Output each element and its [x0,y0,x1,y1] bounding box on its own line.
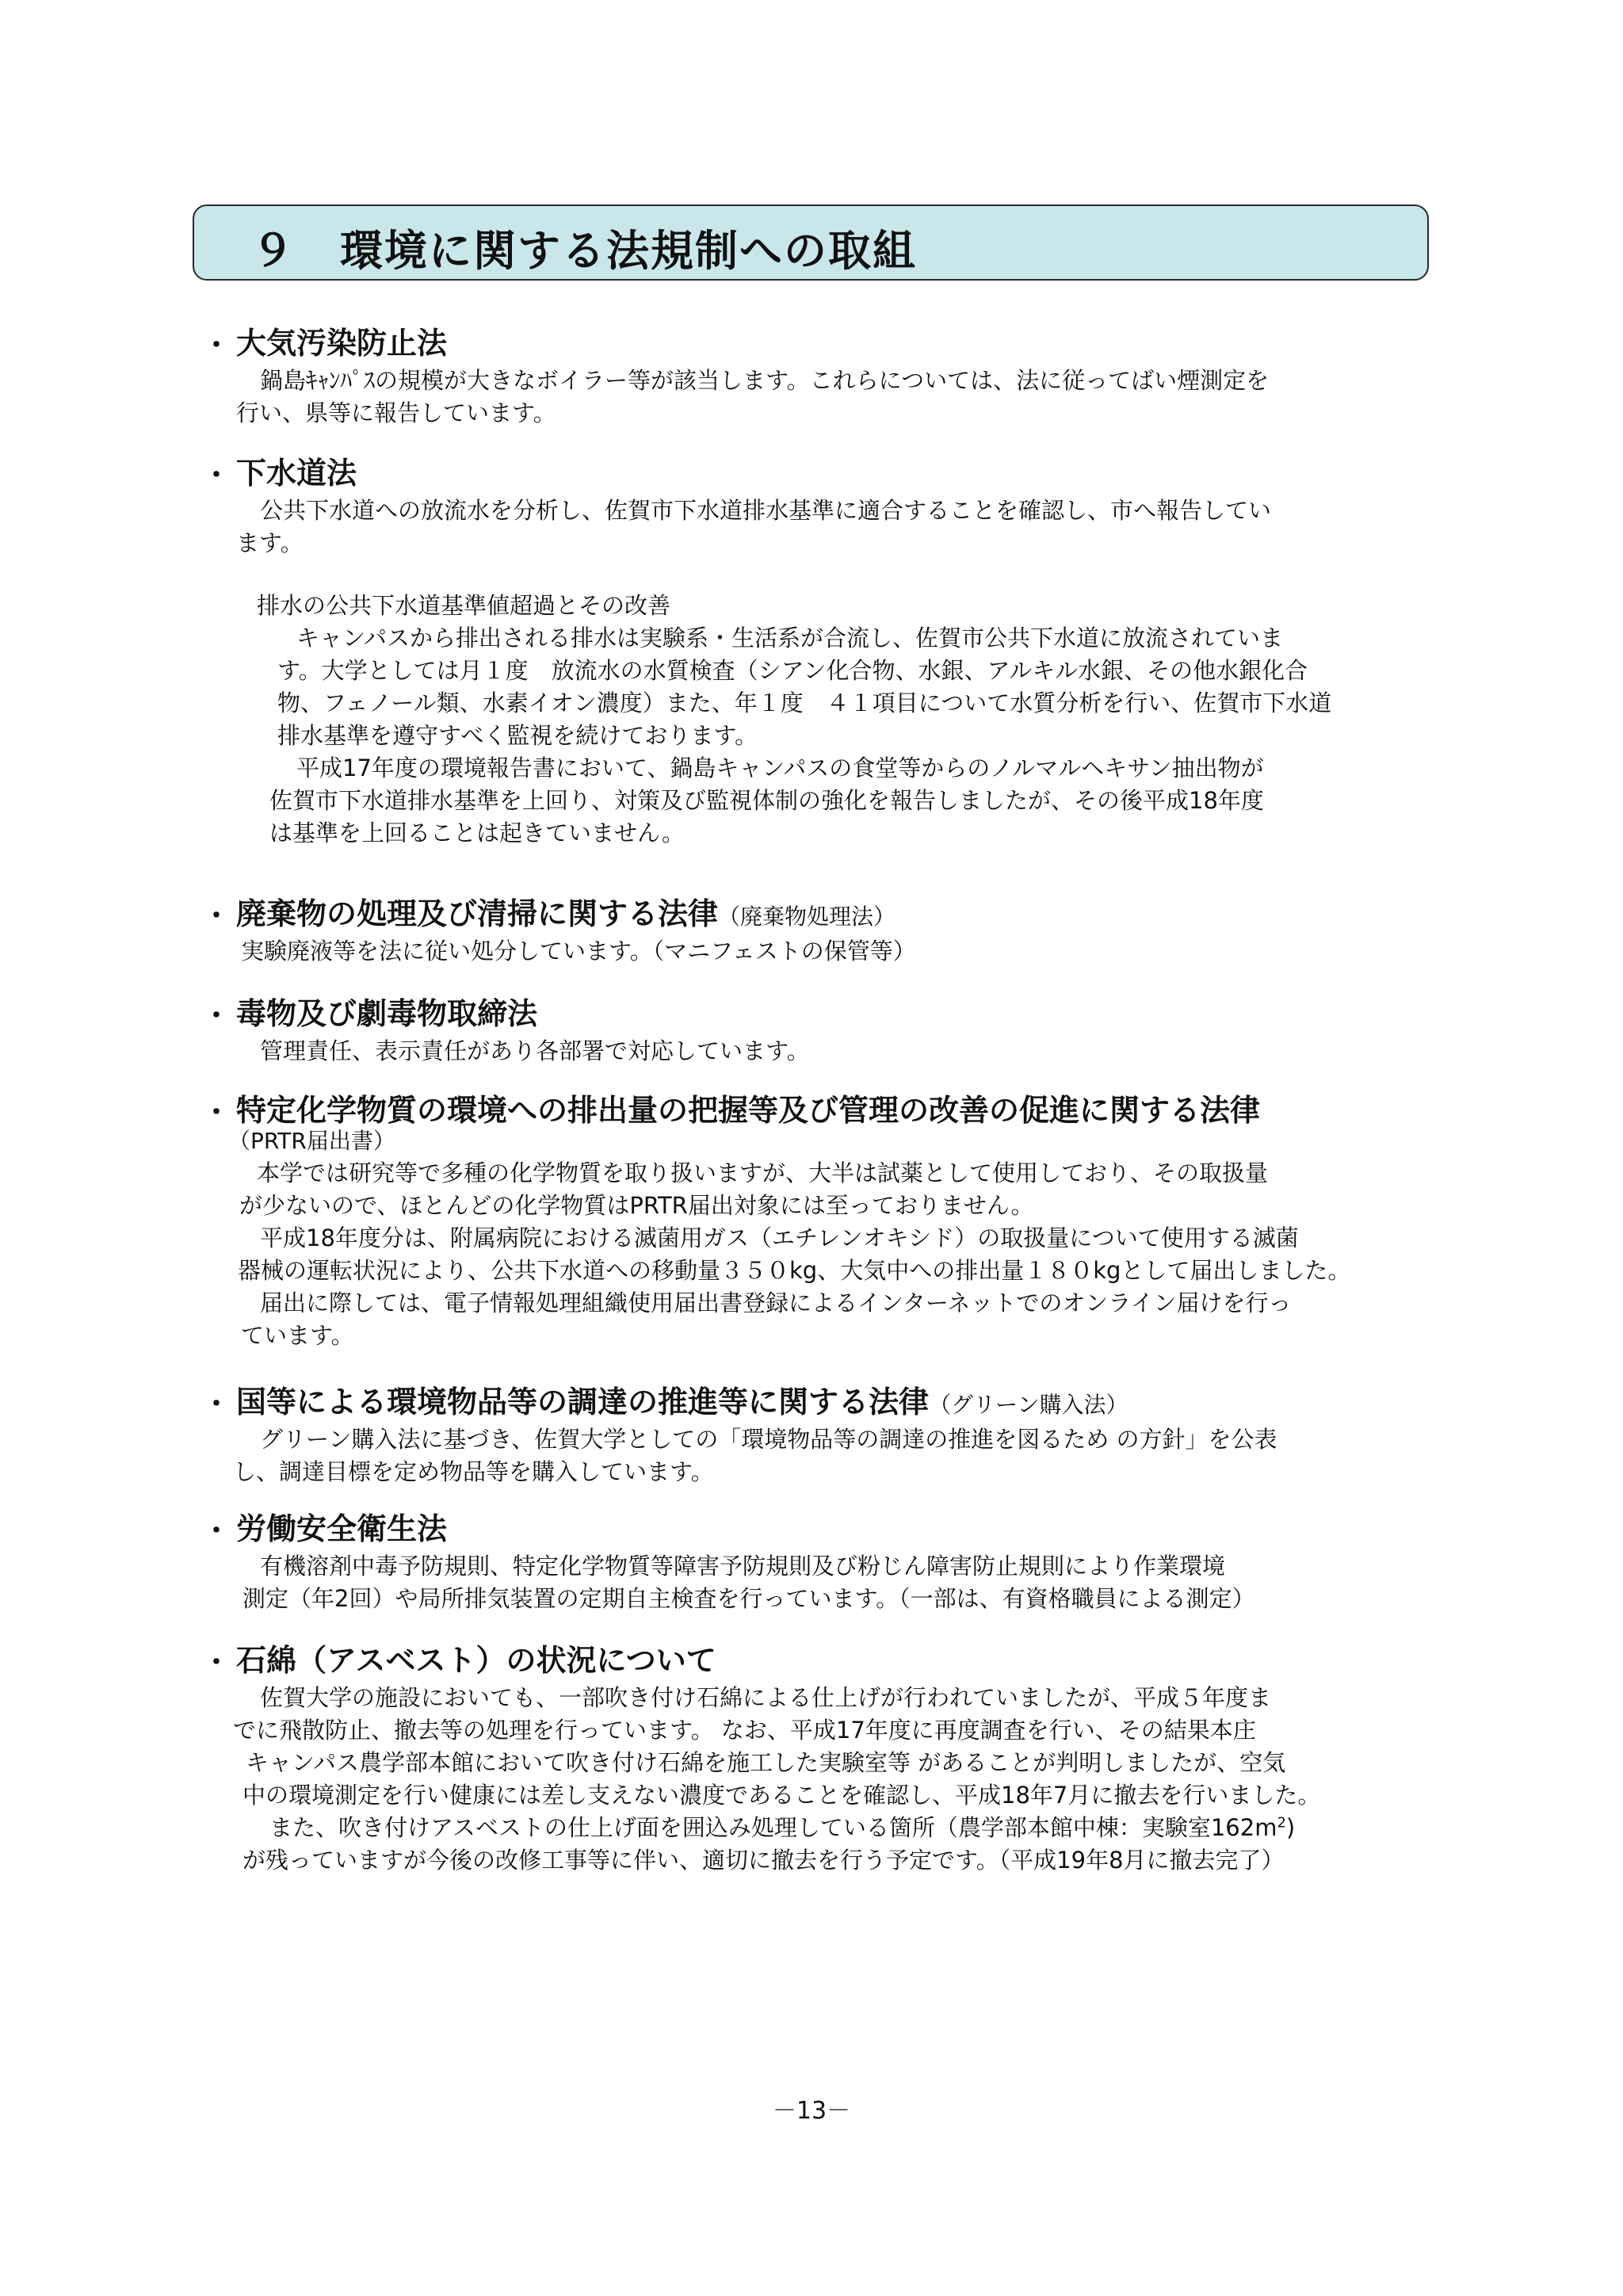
section-heading: 下水道法 [236,456,357,491]
body-line: 行い、県等に報告しています。 [236,399,556,426]
bullet: ・ [203,460,230,491]
body-line: す。大学としては月１度 放流水の水質検査（シアン化合物、水銀、アルキル水銀、その他水銀化合 [277,657,1308,684]
page-title: ９ 環境に関する法規制への取組 [251,226,917,276]
section-body [198,1035,1434,1068]
body-line: 公共下水道への放流水を分析し、佐賀市下水道排水基準に適合することを確認し、市へ報告してい [260,497,1272,524]
page-number: －13－ [772,2097,851,2125]
section-title-box [193,204,1429,281]
section-body [198,935,1434,968]
subsection-title: 排水の公共下水道基準値超過とその改善 [257,592,671,619]
section-body [198,1157,1434,1352]
body-line: また、吹き付けアスベストの仕上げ面を囲込み処理している箇所（農学部本館中棟：実験室$162m^2$) [269,1814,1296,1841]
section-heading-sub: （グリーン購入法） [929,1392,1128,1418]
bullet: ・ [203,900,230,932]
section-asbestos [198,1636,1434,1877]
section-heading: 特定化学物質の環境への排出量の把握等及び管理の改善の促進に関する法律 [236,1093,1261,1128]
body-line: 平成17年度の環境報告書において、鍋島キャンパスの食堂等からのノルマルヘキサン抽出物が [296,755,1264,781]
section-green-purchasing [198,1377,1434,1488]
body-line: 物、フェノール類、水素イオン濃度）また、年１度 ４１項目について水質分析を行い、佐賀市下水道 [277,690,1332,716]
section-waste [198,889,1434,968]
body-line: し、調達目標を定め物品等を購入しています。 [233,1458,714,1485]
bullet: ・ [203,1389,230,1420]
bullet: ・ [203,330,230,361]
section-prefix: （PRTR届出書） [228,1128,395,1154]
section-heading: 大気汚染防止法 [236,326,448,361]
section-air-pollution [198,319,1434,430]
body-line: 器械の運転状況により、公共下水道への移動量３５０kg、大気中への排出量１８０kgとして届出しました。 [238,1257,1351,1284]
body-line: 測定（年2回）や局所排気装置の定期自主検査を行っています。（一部は、有資格職員による測定） [242,1585,1255,1612]
body-line: グリーン購入法に基づき、佐賀大学としての「環境物品等の調達の推進を図るため の方針」を公表 [260,1426,1277,1453]
section-body [198,1682,1434,1877]
section-body [198,1550,1434,1615]
section-heading: 労働安全衛生法 [236,1511,448,1546]
body-line: が少ないので、ほとんどの化学物質はPRTR届出対象には至っておりません。 [239,1192,1034,1219]
bullet: ・ [203,1097,230,1129]
bullet: ・ [203,1515,230,1547]
section-heading: 石綿（アスベスト）の状況について [236,1643,716,1678]
section-poison [198,989,1434,1068]
body-line: 中の環境測定を行い健康には差し支えない濃度であることを確認し、平成18年7月に撤去を行いました。 [242,1782,1321,1809]
body-line: 排水基準を遵守すべく監視を続けております。 [277,722,758,749]
body-line: 鍋島ｷｬﾝﾊﾟｽの規模が大きなボイラー等が該当します。これらについては、法に従ってばい煙測定を [260,367,1270,394]
body-line: でに飛散防止、撤去等の処理を行っています。 なお、平成17年度に再度調査を行い、その結果本庄 [233,1717,1256,1744]
section-sewerage [198,449,1434,850]
section-heading: 毒物及び劇毒物取締法 [236,996,538,1031]
bullet: ・ [203,1647,230,1679]
body-line: キャンパスから排出される排水は実験系・生活系が合流し、佐賀市公共下水道に放流されていま [296,625,1283,651]
body-line: 管理責任、表示責任があり各部署で対応しています。 [260,1037,810,1064]
section-body [198,495,1434,560]
body-line: 本学では研究等で多種の化学物質を取り扱いますが、大半は試薬として使用しており、その取扱量 [257,1159,1269,1186]
body-line: 実験廃液等を法に従い処分しています。（マニフェストの保管等） [241,938,916,965]
subsection [198,590,1434,850]
body-line: 佐賀大学の施設においても、一部吹き付け石綿による仕上げが行われていましたが、平成５年度ま [260,1684,1272,1711]
section-body [198,365,1434,430]
superscript: 2 [1277,1814,1286,1832]
section-heading-sub: （廃棄物処理法） [718,904,896,930]
bullet: ・ [203,1000,230,1032]
body-line: ます。 [236,529,304,556]
body-line: 有機溶剤中毒予防規則、特定化学物質等障害予防規則及び粉じん障害防止規則により作業環境 [260,1553,1226,1580]
section-heading: 廃棄物の処理及び清掃に関する法律（廃棄物処理法） [236,896,896,931]
section-body [198,1423,1434,1488]
body-line: キャンパス農学部本館において吹き付け石綿を施工した実験室等 があることが判明しましたが、空気 [246,1749,1286,1776]
body-line: 佐賀市下水道排水基準を上回り、対策及び監視体制の強化を報告しましたが、その後平成18年度 [269,787,1264,814]
section-prtr [198,1086,1434,1352]
section-occupational-safety [198,1504,1434,1615]
body-line: ています。 [241,1322,354,1349]
section-heading: 国等による環境物品等の調達の推進等に関する法律（グリーン購入法） [236,1385,1128,1419]
body-line: 届出に際しては、電子情報処理組織使用届出書登録によるインターネットでのオンライン届けを行っ [260,1289,1292,1316]
body-line: 平成18年度分は、附属病院における滅菌用ガス（エチレンオキシド）の取扱量について使用する滅菌 [260,1224,1299,1251]
body-line: が残っていますが今後の改修工事等に伴い、適切に撤去を行う予定です。（平成19年8月に撤去完了） [242,1847,1285,1874]
body-line: は基準を上回ることは起きていません。 [269,819,685,846]
